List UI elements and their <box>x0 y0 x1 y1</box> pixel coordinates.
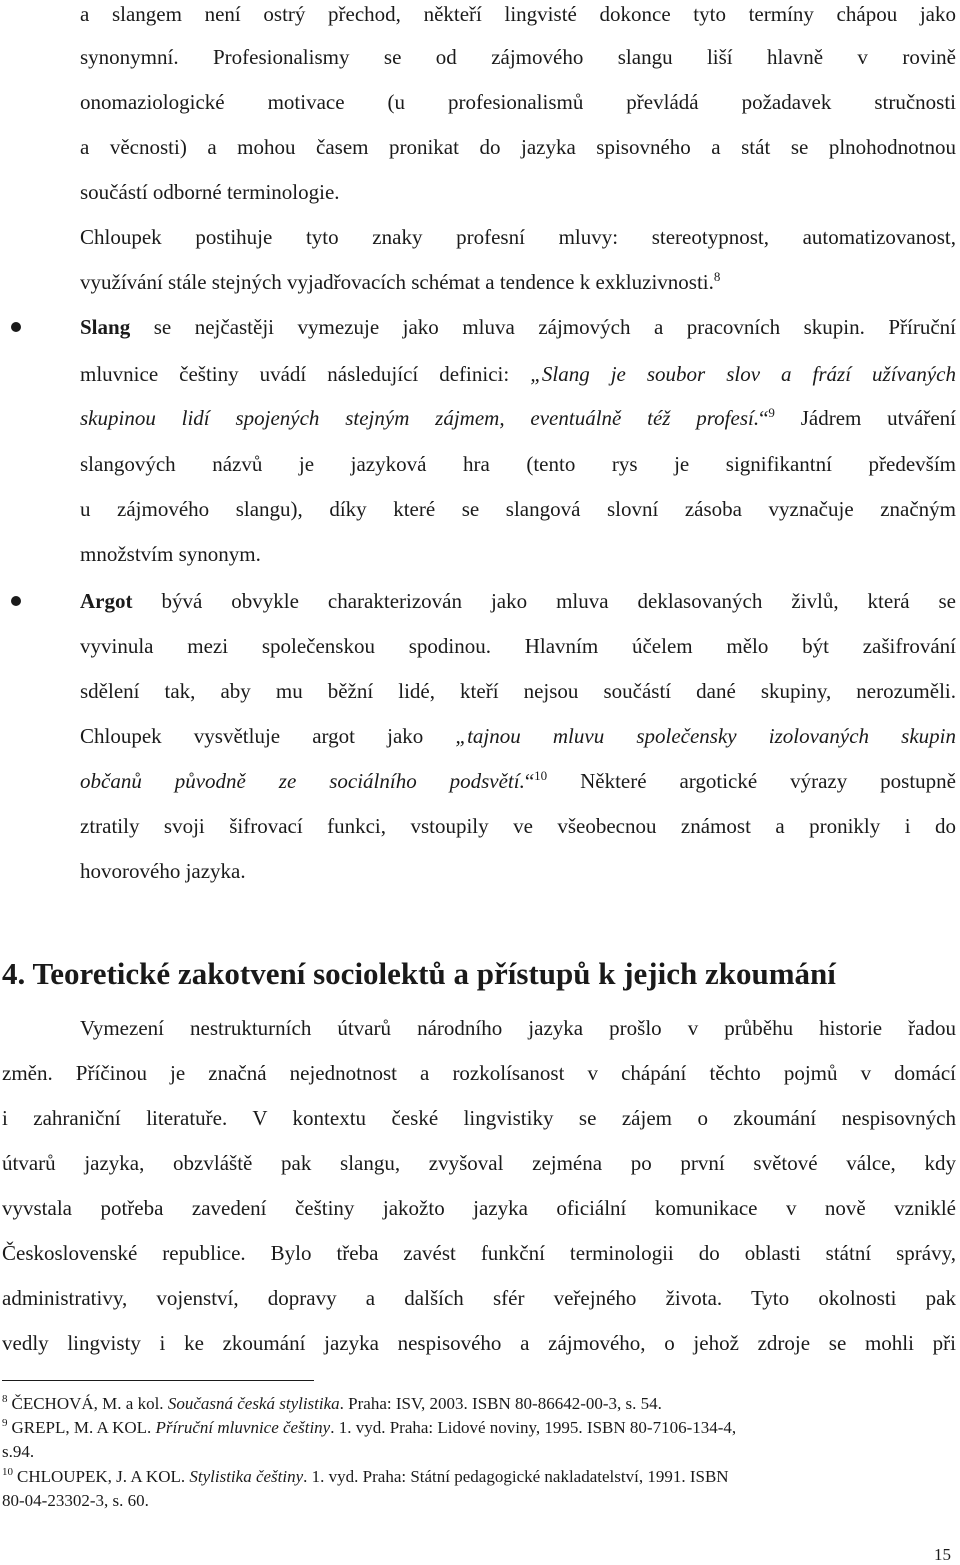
text-line: Československé republice. Bylo třeba zavést funkční terminologii do oblasti státní správy, <box>2 1241 956 1265</box>
text-line: Chloupek postihuje tyto znaky profesní mluvy: stereotypnost, automatizovanost, <box>80 225 956 249</box>
footnote-number: 9 <box>2 1417 8 1430</box>
text-span: využívání stále stejných vyjadřovacích schémat a tendence k exkluzivnosti. <box>80 270 714 294</box>
footnote-separator <box>2 1380 314 1381</box>
term-slang: Slang <box>80 315 131 339</box>
text-line: vedly lingvisty i ke zkoumání jazyka nespisového a zájmového, o jehož zdroje se mohli při <box>2 1331 956 1355</box>
citation-title: Příruční mluvnice češtiny <box>155 1418 331 1437</box>
text-line: Vymezení nestrukturních útvarů národního jazyka prošlo v průběhu historie řadou <box>80 1016 956 1040</box>
text-line: množstvím synonym. <box>80 542 261 566</box>
text-line: a věcnosti) a mohou časem pronikat do jazyka spisovného a stát se plnohodnotnou <box>80 135 956 159</box>
citation-title: Stylistika češtiny <box>189 1467 304 1486</box>
text-span: Chloupek vysvětluje argot jako <box>80 724 456 748</box>
section-heading: 4. Teoretické zakotvení sociolektů a přístupů k jejich zkoumání <box>2 956 836 991</box>
text-line: vyvstala potřeba zavedení češtiny jakožto jazyka oficiální komunikace v nově vzniklé <box>2 1196 956 1220</box>
footnote-ref: 9 <box>768 405 775 420</box>
bullet-icon <box>11 596 21 606</box>
text-line: vyvinula mezi společenskou spodinou. Hlavním účelem mělo být zašifrování <box>80 634 956 658</box>
footnote <box>2 1394 956 1414</box>
footnote-continuation: s.94. <box>2 1442 35 1461</box>
text-span: . 1. vyd. Praha: Státní pedagogické nakladatelství, 1991. ISBN <box>303 1467 729 1486</box>
text-line: útvarů jazyka, obzvláště pak slangu, zvyšoval zejména po první světové válce, kdy <box>2 1151 956 1175</box>
quote-span: skupinou lidí spojených stejným zájmem, eventuálně též profesí. <box>80 406 760 430</box>
text-line <box>80 768 956 794</box>
text-line: sdělení tak, aby mu běžní lidé, kteří nejsou součástí dané skupiny, nerozuměli. <box>80 679 956 703</box>
footnote-ref: 10 <box>534 768 548 783</box>
text-line: ztratily svoji šifrovací funkci, vstoupily ve všeobecnou známost a pronikly i do <box>80 814 956 838</box>
footnote-number: 8 <box>2 1393 8 1406</box>
text-line: u zájmového slangu), díky které se slangová slovní zásoba vyznačuje značným <box>80 497 956 521</box>
text-line <box>80 314 956 340</box>
bullet-icon <box>11 322 21 332</box>
citation-title: Současná česká stylistika <box>167 1394 340 1413</box>
footnote-continuation: 80-04-23302-3, s. 60. <box>2 1491 149 1510</box>
text-span: Některé argotické výrazy postupně <box>547 769 956 793</box>
footnote <box>2 1467 956 1487</box>
text-line: i zahraniční literatuře. V kontextu české lingvistiky se zájem o zkoumání nespisovných <box>2 1106 956 1130</box>
text-line: administrativy, vojenství, dopravy a dalších sfér veřejného života. Tyto okolnosti pak <box>2 1286 956 1310</box>
term-argot: Argot <box>80 589 133 613</box>
page-number: 15 <box>934 1545 951 1564</box>
text-span: CHLOUPEK, J. A KOL. <box>17 1467 190 1486</box>
quote-span: „tajnou mluvu společensky izolovaných skupin <box>455 724 956 748</box>
text-line: a slangem není ostrý přechod, někteří lingvisté dokonce tyto termíny chápou jako <box>80 2 956 26</box>
text-span: Jádrem utváření <box>774 406 956 430</box>
text-line: onomaziologické motivace (u profesionalismů převládá požadavek stručnosti <box>80 90 956 114</box>
text-line <box>80 361 956 387</box>
quote-span: občanů původně ze sociálního podsvětí. <box>80 769 525 793</box>
text-line: synonymní. Profesionalismy se od zájmového slangu liší hlavně v rovině <box>80 45 956 69</box>
text-span: se nejčastěji vymezuje jako mluva zájmových a pracovních skupin. Příruční <box>130 315 956 339</box>
footnote-number: 10 <box>2 1466 13 1479</box>
text-line <box>80 405 956 431</box>
quote-span: „Slang je soubor slov a frází užívaných <box>530 362 956 386</box>
text-line <box>80 588 956 614</box>
text-span: mluvnice češtiny uvádí následující definici: <box>80 362 531 386</box>
text-span: . Praha: ISV, 2003. ISBN 80-86642-00-3, s. 54. <box>339 1394 662 1413</box>
text-line: hovorového jazyka. <box>80 859 246 883</box>
text-line: součástí odborné terminologie. <box>80 180 340 204</box>
quote-mark: “ <box>759 406 769 430</box>
text-span: GREPL, M. A KOL. <box>11 1418 156 1437</box>
footnote-ref: 8 <box>713 269 721 284</box>
text-line <box>80 723 956 749</box>
footnote <box>2 1418 956 1438</box>
text-line: slangových názvů je jazyková hra (tento rys je signifikantní především <box>80 452 956 476</box>
quote-mark: “ <box>524 769 535 793</box>
text-span: bývá obvykle charakterizován jako mluva deklasovaných živlů, která se <box>132 589 956 613</box>
text-line <box>80 269 956 295</box>
text-span: ČECHOVÁ, M. a kol. <box>11 1394 168 1413</box>
text-span: . 1. vyd. Praha: Lidové noviny, 1995. ISBN 80-7106-134-4, <box>330 1418 737 1437</box>
text-line: změn. Příčinou je značná nejednotnost a rozkolísanost v chápání těchto pojmů v domácí <box>2 1061 956 1085</box>
